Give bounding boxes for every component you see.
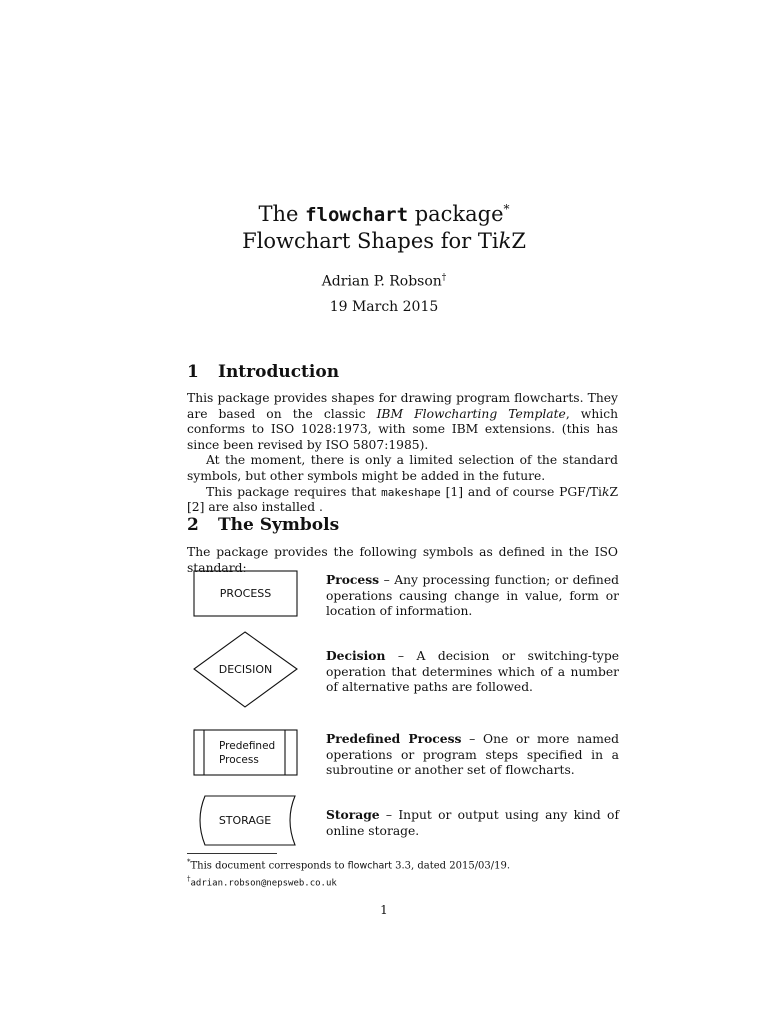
process-description: Process – Any processing function; or defined operations causing change in value, form or location of information. <box>326 572 619 619</box>
author: Adrian P. Robson† <box>321 273 447 290</box>
page-number: 1 <box>380 903 388 917</box>
intro-text: This package provides shapes for drawing program flowcharts. They are based on the classic IBM Flowcharting Template, which conforms to ISO 1028:1973, with some IBM extensions. (this has since been revised by ISO 5807:1985). At the moment, there is only a limited selection of the standard symbols, but other symbols might be added in the future. This package requires that makeshape [1] and of course PGF/TikZ [2] are also installed . <box>187 391 618 515</box>
footnote-1: *This document corresponds to flowchart 3.3, dated 2015/03/19. <box>187 858 511 872</box>
footnotes <box>187 856 618 890</box>
symbols-intro: The package provides the following symbols as defined in the ISO standard: <box>187 545 618 575</box>
predefined-process-description: Predefined Process – One or more named operations or program steps specified in a subroutine or another set of flowcharts. <box>326 731 620 778</box>
paper-subtitle: Flowchart Shapes for TikZ <box>242 229 526 253</box>
package-name: flowchart <box>305 204 409 226</box>
decision-shape-label: DECISION <box>218 663 273 676</box>
process-shape-label: PROCESS <box>219 587 272 600</box>
decision-shape <box>193 631 299 709</box>
storage-shape-label: STORAGE <box>218 814 272 827</box>
predefined-process-label-line-1: Predefined <box>219 740 276 752</box>
section-heading-symbols: 2 The Symbols <box>187 515 340 535</box>
date: 19 March 2015 <box>329 299 439 315</box>
paper-title: The flowchart package* <box>258 202 510 226</box>
predefined-process-label-line-2: Process <box>219 754 259 766</box>
footnote-2: †adrian.robson@nepsweb.co.uk <box>187 874 337 889</box>
author-email: adrian.robson@nepsweb.co.uk <box>190 878 337 889</box>
process-shape <box>193 570 299 618</box>
section-heading-introduction: 1 Introduction <box>187 362 340 382</box>
footnote-rule <box>187 853 277 854</box>
predefined-process-shape <box>193 729 299 777</box>
decision-description: Decision – A decision or switching-type operation that determines which of a number of alternative paths are followed. <box>326 648 620 695</box>
storage-description: Storage – Input or output using any kind of online storage. <box>326 807 619 838</box>
storage-shape <box>193 795 299 847</box>
title-footnote-marker: * <box>503 202 510 216</box>
